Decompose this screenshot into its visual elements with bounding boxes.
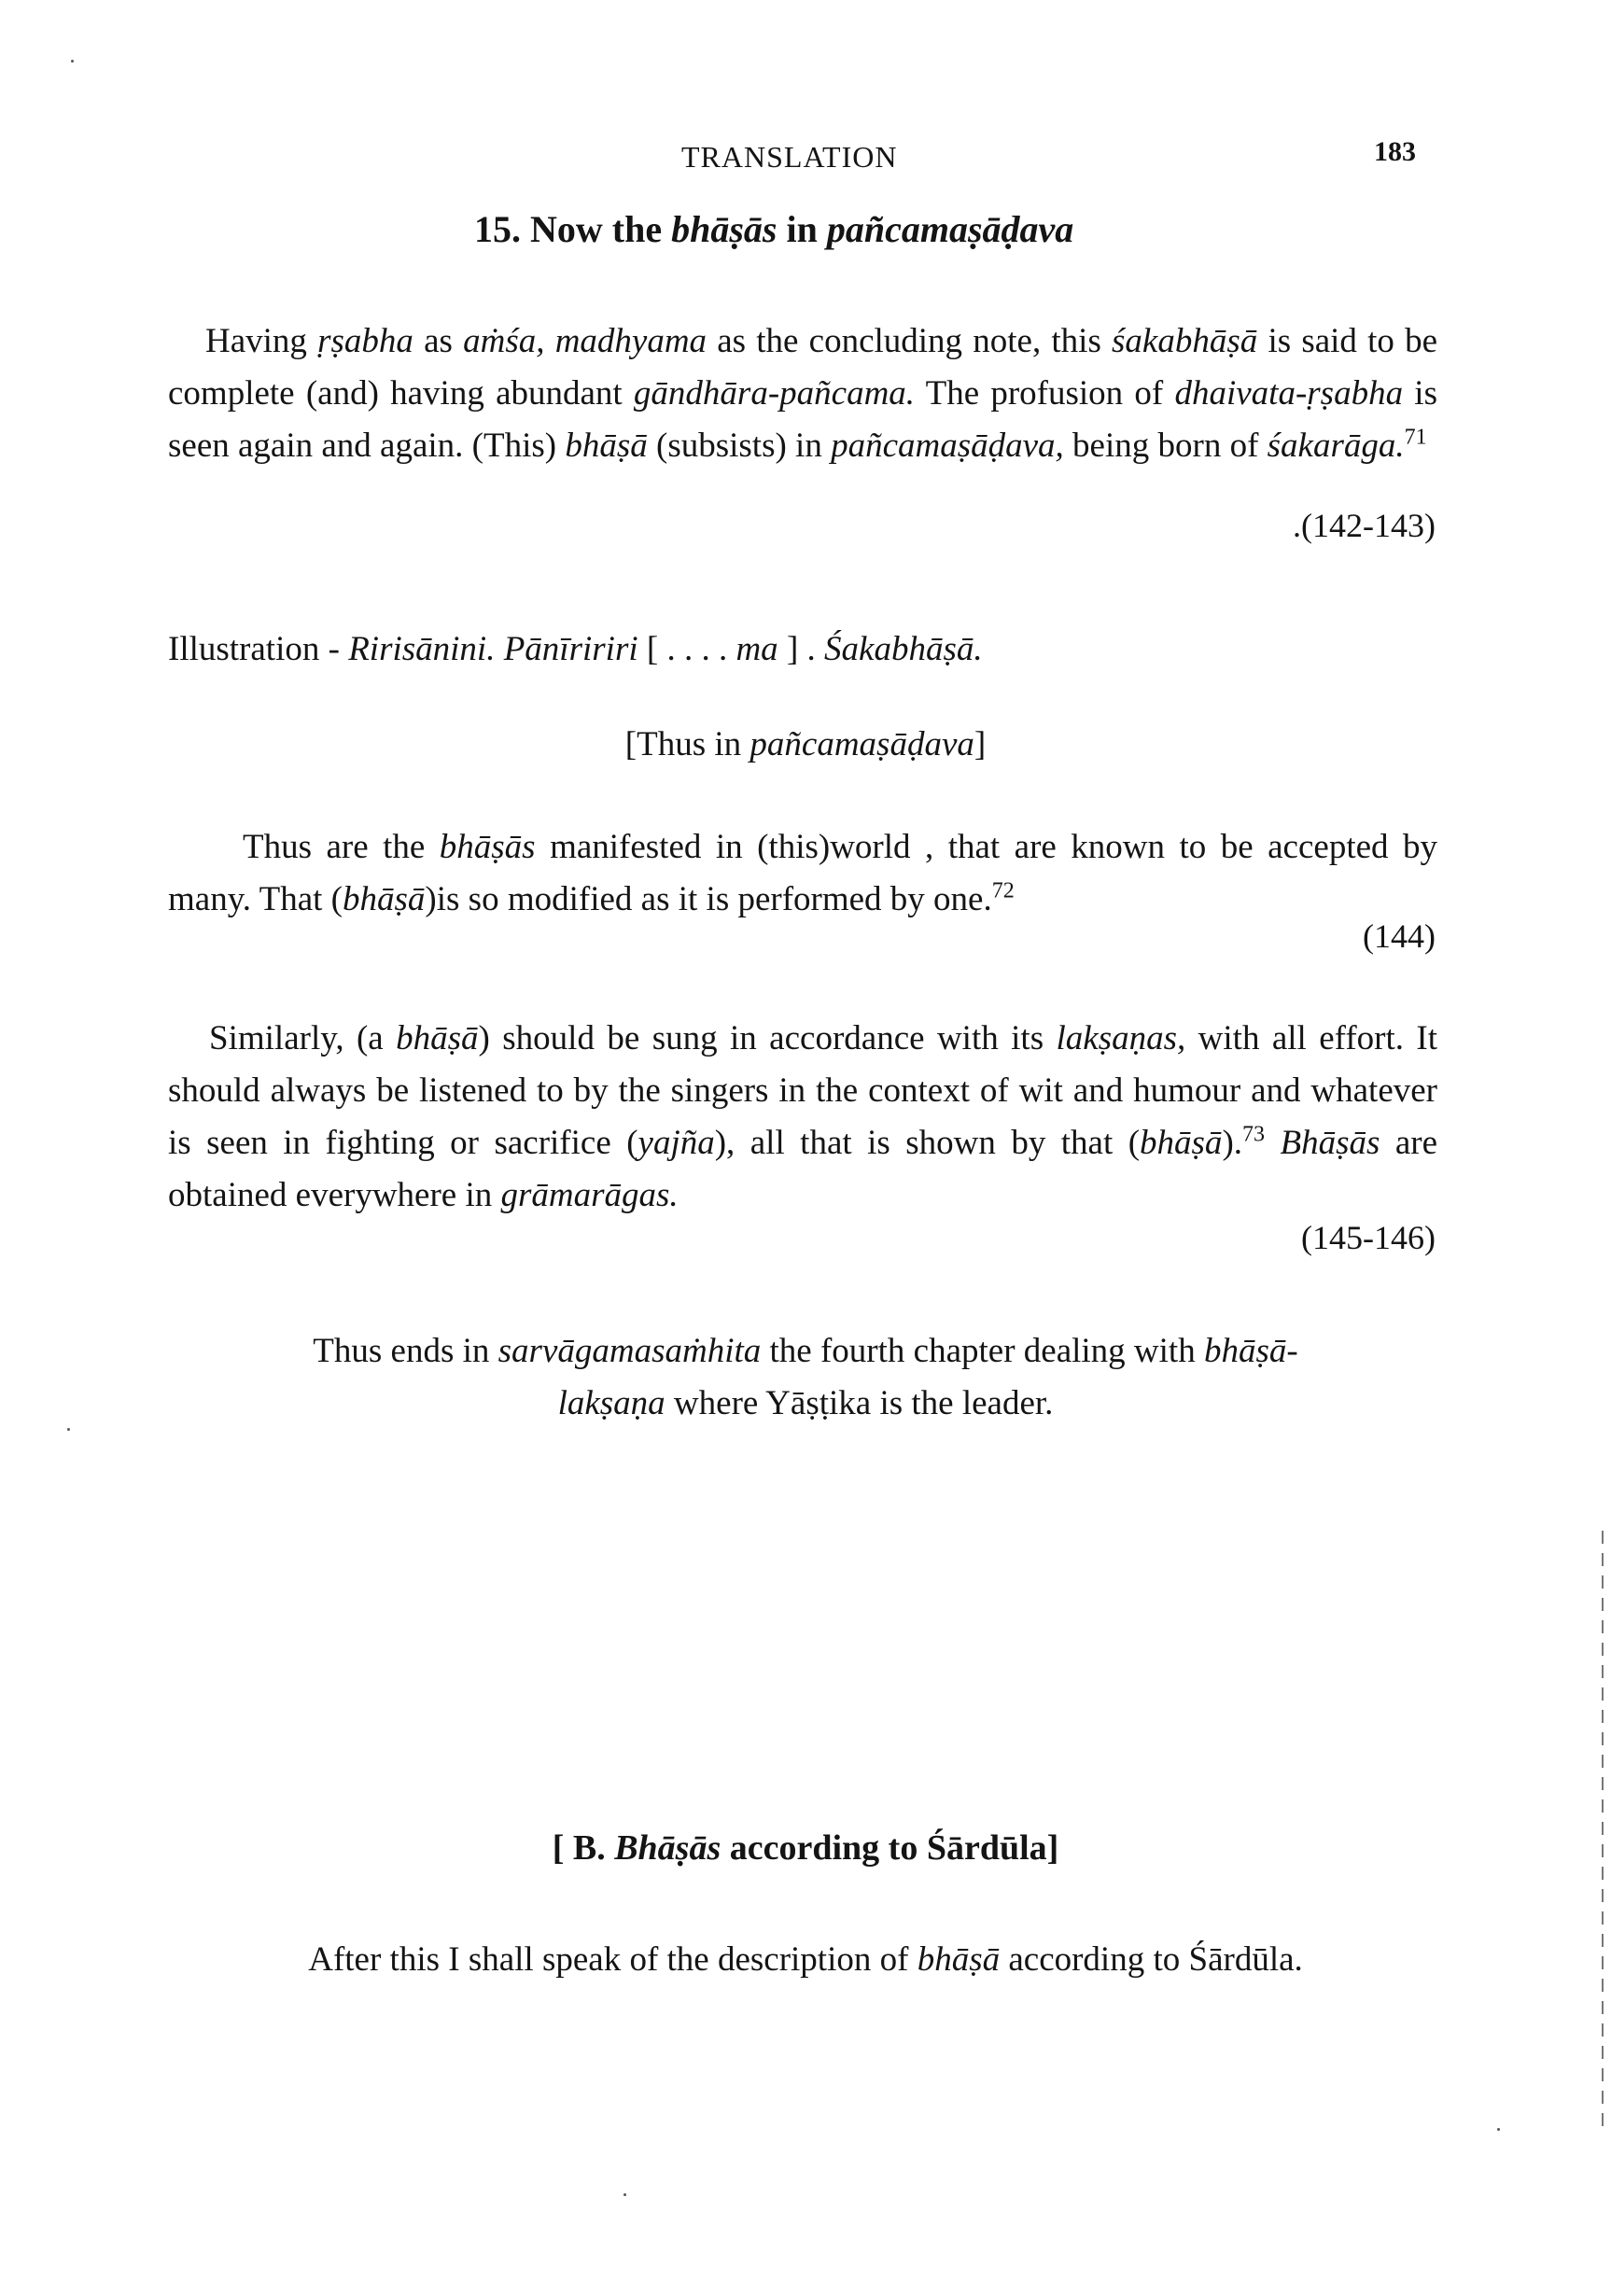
colophon bbox=[0, 1325, 1611, 1430]
text-run: After this I shall speak of the description of bbox=[308, 1940, 918, 1979]
text-run: with all effort. It should always be listened to by the singers in the context of wit and humour and whatever is seen in fighting or sacrifice ( bbox=[168, 1019, 1438, 1162]
text-run: ] . bbox=[777, 630, 825, 668]
footnote-ref: 73 bbox=[1242, 1122, 1266, 1147]
text-run: the fourth chapter dealing with bbox=[761, 1332, 1204, 1370]
text-run: ), all that is shown by that ( bbox=[714, 1124, 1141, 1162]
text-run: Thus ends in bbox=[313, 1332, 498, 1370]
final-line bbox=[0, 1934, 1611, 1986]
text-run: are obtained everywhere in bbox=[168, 1124, 1437, 1214]
paragraph-145-146 bbox=[168, 1013, 1437, 1222]
heading-number: 15. bbox=[474, 208, 521, 250]
text-run: )is so modified as it is performed by one. bbox=[425, 880, 992, 918]
italic-term: lakṣaṇa bbox=[557, 1384, 665, 1422]
text-run: [ B. bbox=[552, 1828, 615, 1868]
italic-term: pañcamaṣāḍava bbox=[749, 725, 974, 763]
text-run: is said to be complete (and) having abundant bbox=[168, 322, 1437, 413]
italic-term: ṛṣabha bbox=[317, 322, 413, 360]
verse-number: .(142-143) bbox=[1293, 507, 1436, 544]
text-run: Thus are the bbox=[243, 828, 440, 866]
verse-number: (145-146) bbox=[1301, 1219, 1436, 1256]
section-heading-b bbox=[0, 1822, 1611, 1874]
text-run: Illustration - bbox=[168, 630, 349, 668]
text-run: as the concluding note, this bbox=[707, 322, 1113, 360]
italic-term: śakarāga. bbox=[1267, 427, 1405, 465]
thus-in-line bbox=[0, 719, 1611, 771]
text-run: (subsists) in bbox=[647, 427, 832, 465]
footnote-ref: 72 bbox=[991, 878, 1015, 903]
text-run: is seen again and again. (This) bbox=[168, 374, 1437, 465]
text-run: as bbox=[413, 322, 464, 360]
text-run: ) should be sung in accordance with its bbox=[478, 1019, 1057, 1057]
italic-term: bhāṣā bbox=[917, 1940, 1001, 1979]
scan-speck bbox=[623, 2193, 626, 2196]
italic-term: bhāṣā bbox=[565, 427, 648, 465]
text-run: being born of bbox=[1063, 427, 1268, 465]
text-run: where Yāṣṭika is the leader. bbox=[665, 1384, 1054, 1422]
italic-term: bhāṣā bbox=[396, 1019, 479, 1057]
italic-term: ma bbox=[735, 630, 778, 668]
text-run: The profusion of bbox=[915, 374, 1175, 413]
text-run bbox=[1265, 1124, 1280, 1162]
heading-text-pre: Now the bbox=[530, 208, 663, 250]
italic-term: sarvāgamasaṁhita bbox=[497, 1332, 762, 1370]
text-run: according to Śārdūla. bbox=[1000, 1940, 1303, 1979]
page-number: 183 bbox=[1374, 136, 1416, 167]
italic-term: śakabhāṣā bbox=[1112, 322, 1258, 360]
italic-term: bhāṣā bbox=[343, 880, 426, 918]
verse-number: (144) bbox=[1363, 917, 1436, 955]
italic-term: dhaivata-ṛṣabha bbox=[1174, 374, 1404, 413]
text-run: Similarly, (a bbox=[209, 1019, 397, 1057]
text-run: manifested in (this)world , that are known to be accepted by many. That ( bbox=[168, 828, 1437, 918]
italic-term: pañcamaṣāḍava, bbox=[831, 427, 1064, 465]
paragraph-144 bbox=[168, 821, 1437, 926]
scan-edge-line bbox=[1602, 1531, 1604, 2128]
text-run: ] bbox=[974, 725, 987, 763]
italic-term: bhāṣā- bbox=[1203, 1332, 1298, 1370]
footnote-ref: 71 bbox=[1404, 425, 1427, 450]
scan-speck bbox=[1497, 2128, 1500, 2131]
italic-term: grāmarāgas. bbox=[500, 1176, 679, 1214]
italic-term: lakṣaṇas, bbox=[1056, 1019, 1186, 1057]
section-heading-15 bbox=[474, 207, 1073, 251]
italic-term: Ririsānini. Pānīririri bbox=[348, 630, 638, 668]
italic-term: bhāṣās bbox=[439, 828, 536, 866]
heading-term-pancamasadava: pañcamaṣāḍava bbox=[826, 208, 1074, 250]
heading-term-bhasas: bhāṣās bbox=[671, 208, 777, 250]
text-run: [Thus in bbox=[624, 725, 750, 763]
italic-term: aṁśa, madhyama bbox=[463, 322, 707, 360]
italic-term: yajña bbox=[637, 1124, 715, 1162]
scan-speck bbox=[67, 1428, 70, 1431]
text-run: ). bbox=[1222, 1124, 1243, 1162]
italic-term: bhāṣā bbox=[1140, 1124, 1223, 1162]
text-run: [ . . . . bbox=[637, 630, 736, 668]
italic-term: gāndhāra-pañcama. bbox=[633, 374, 916, 413]
paragraph-142-143 bbox=[168, 315, 1437, 472]
italic-term: Bhāṣās bbox=[1280, 1124, 1380, 1162]
text-run: Having bbox=[205, 322, 318, 360]
scan-speck bbox=[71, 60, 74, 63]
text-run: according to Śārdūla] bbox=[721, 1828, 1059, 1868]
illustration-line bbox=[168, 623, 1437, 676]
heading-text-in: in bbox=[786, 208, 818, 250]
italic-term: Śakabhāṣā. bbox=[824, 630, 983, 668]
running-header: TRANSLATION bbox=[681, 140, 898, 174]
italic-term: Bhāṣās bbox=[614, 1828, 721, 1868]
